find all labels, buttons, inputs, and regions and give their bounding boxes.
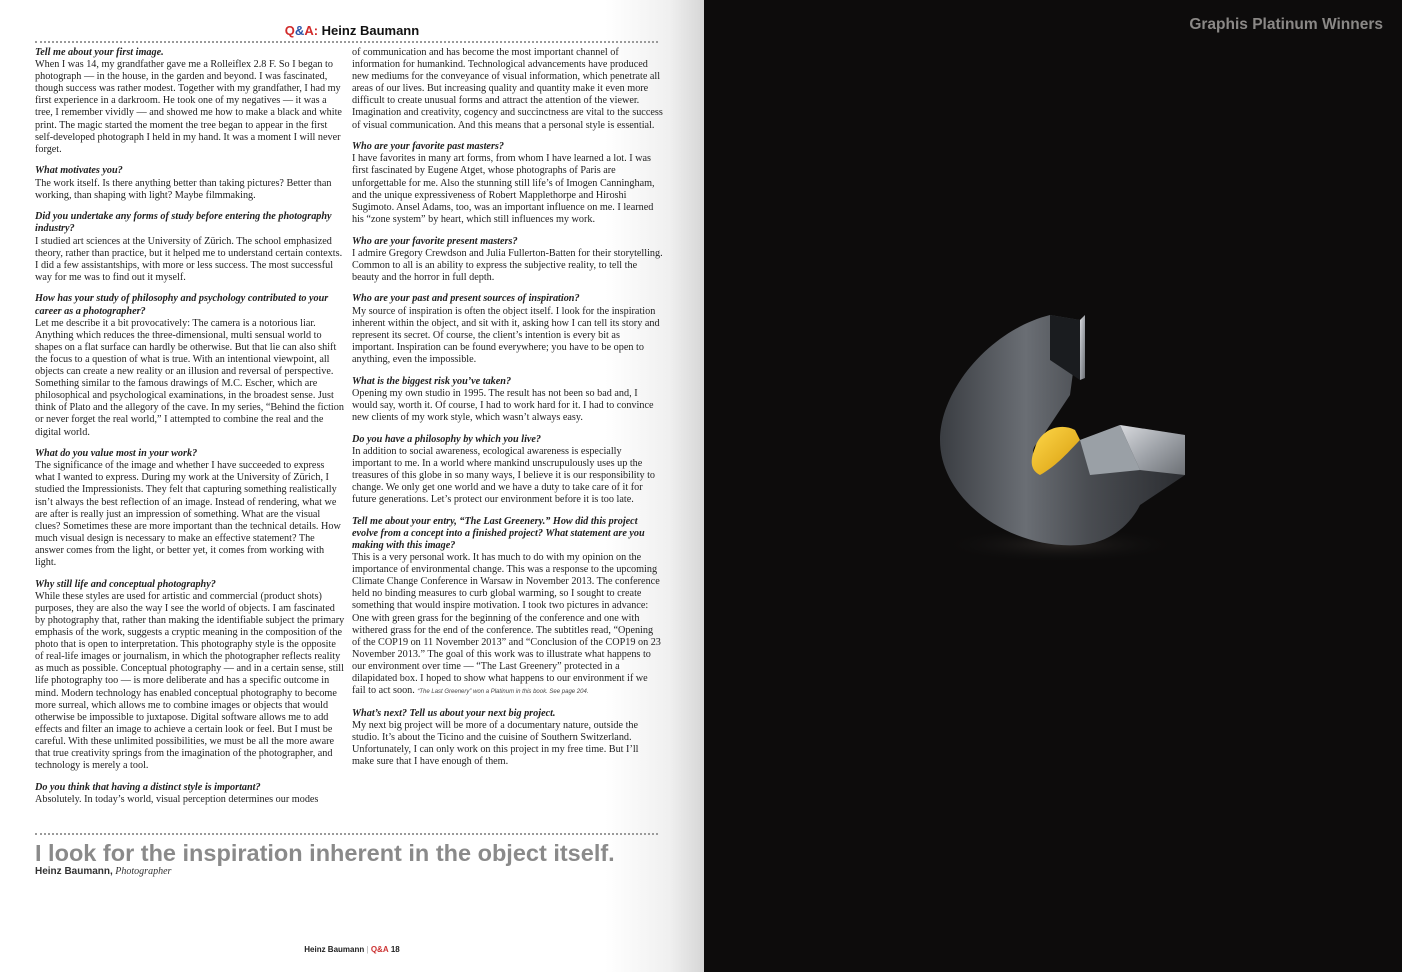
question: Tell me about your first image. [35, 47, 164, 58]
sculpture-edge [1080, 315, 1085, 380]
qa-block [352, 434, 663, 507]
header-amp: & [294, 23, 305, 38]
qa-block [35, 448, 346, 569]
platinum-winners-title: Graphis Platinum Winners [1189, 16, 1383, 33]
header-name: Heinz Baumann [321, 23, 420, 38]
question: What’s next? Tell us about your next big project. [352, 707, 556, 719]
question: What motivates you? [35, 165, 123, 177]
question: Did you undertake any forms of study before entering the photography industry? [35, 211, 332, 235]
qa-block [35, 47, 346, 156]
answer: The work itself. Is there anything better than taking pictures? Better than working, than shaping with light? Maybe filmmaking. [35, 177, 332, 201]
answer: My next big project will be more of a documentary nature, outside the studio. It’s about the Ticino and the cuisine of Southern Switzerland. Unfortunately, I can only work on this project in my free time. But I’ll make sure that I have enough of them. [352, 719, 639, 768]
qa-block [352, 141, 663, 226]
answer: of communication and has become the most important channel of information for humankind. Technological advancements have produced new mediums for the conveyance of visual information, which penetrate all areas of our lives. But increasing quality and quantity make it even more difficult to create unusual forms and attract the attention of the viewer. Imagination and creativity, cogency and succinctness are vital to the success of visual communication. And this means that a personal style is essential. [352, 47, 663, 131]
question: How has your study of philosophy and psychology contributed to your career as a photographer? [35, 293, 329, 317]
question: Who are your favorite present masters? [352, 235, 518, 247]
qa-block [35, 579, 346, 773]
footer-name: Heinz Baumann [304, 945, 365, 954]
answer: The significance of the image and whether I have succeeded to express what I wanted to express. During my work at the University of Zürich, I studied the Impressionists. They felt that capturing something realistically isn’t always the best reflection of an image. Instead of rendering, what we are after is really just an impression of something. What are the visual clues? Sometimes these are more important than the technical details. How much visual design is necessary to make an effective statement? The answer comes from the light, or better yet, it comes from working with light. [35, 460, 341, 569]
page-footer [0, 945, 704, 954]
footer-page-number: 18 [390, 945, 400, 954]
footnote: “The Last Greenery” won a Platinum in this book. See page 204. [417, 689, 589, 696]
header-a: A [304, 23, 314, 38]
qa-block [35, 293, 346, 438]
answer: In addition to social awareness, ecological awareness is especially important to me. In a world where mankind unscrupulously uses up the treasures of this globe in so many ways, I believe it is our responsibility to change. We only get one world and we have a duty to take care of it for future generations. Let’s protect our environment before it is too late. [352, 445, 656, 506]
qa-block [352, 236, 663, 284]
question: What do you value most in your work? [35, 448, 198, 460]
question: Do you think that having a distinct style is important? [35, 781, 261, 793]
sculpture-image [930, 300, 1200, 570]
footer-section: Q&A [370, 945, 389, 954]
answer: I studied art sciences at the University of Zürich. The school emphasized theory, rather than practice, but it helped me to understand certain contexts. I did a few assistantships, with more or less success. The most successful way for me was to find out it myself. [35, 235, 343, 283]
answer: I admire Gregory Crewdson and Julia Fullerton-Batten for their storytelling. Common to all is an ability to express the subjective reality, to tell the beauty and the horror in full depth. [352, 247, 663, 283]
qa-block [352, 708, 663, 768]
answer: Opening my own studio in 1995. The result has not been so bad and, I would say, worth it. Of course, I had to work hard for it. I had to convince new clients of my work style, which wasn’t always easy. [352, 387, 654, 423]
footer-separator: | [366, 945, 369, 954]
left-text-column [35, 47, 346, 816]
question: Who are your past and present sources of inspiration? [352, 293, 580, 305]
right-text-column [352, 47, 663, 778]
top-dotted-rule [35, 41, 658, 43]
pull-quote-attribution [35, 866, 171, 877]
answer: My source of inspiration is often the object itself. I look for the inspiration inherent within the object, and sit with it, asking how I can tell its story and represent its secret. Of course, the client’s intention is every bit as important. Inspiration can be found everywhere; you have to be open to anything, even the impossible. [352, 305, 660, 365]
pull-quote: I look for the inspiration inherent in the object itself. [35, 840, 615, 866]
question: Who are your favorite past masters? [352, 141, 504, 153]
answer: I have favorites in many art forms, from whom I have learned a lot. I was first fascinated by Eugene Atget, whose photographs of Paris are unforgettable for me. Also the stunning still life’s of Imogen Canningham, and the unique expressiveness of Robert Mapplethorpe and Hiroshi Sugimoto. Ansel Adams, too, was an important influence on me. I learned his “zone system” by heart, which still influences my work. [352, 153, 655, 225]
qa-block [352, 376, 663, 424]
qa-block [352, 293, 663, 366]
question: Why still life and conceptual photography? [35, 578, 216, 590]
qa-block [35, 165, 346, 201]
attribution-name: Heinz Baumann, [35, 866, 113, 877]
answer: Absolutely. In today’s world, visual perception determines our modes [35, 793, 319, 805]
answer: This is a very personal work. It has much to do with my opinion on the importance of environmental change. This was a response to the upcoming Climate Change Conference in Warsaw in November 2013. The conference held no binding measures to curb global warming, so I sought to create something that would inspire motivation. I took two pictures in advance: One with green grass for the beginning of the conference and one with withered grass for the end of the conference. The subtitles read, “Opening of the COP19 on 11 November 2013” and “Conclusion of the COP19 on 23 November 2013.” The goal of this work was to illustrate what happens to our environment over time — “The Last Greenery” protected in a dilapidated box. I hoped to show what happens to our environment if we fail to act soon. [352, 552, 661, 697]
qa-block [35, 211, 346, 284]
answer: When I was 14, my grandfather gave me a Rolleiflex 2.8 F. So I began to photograph — in the house, in the garden and beyond. I was fascinated, though success was rather modest. Together with my grandfather, I had my first experience in a darkroom. He took one of my negatives — it was a tree, I remember vividly — and showed me how to make a black and white print. The magic started the moment the tree began to appear in the first self-developed photograph I held in my hand. It was a moment I will never forget. [35, 59, 342, 155]
bottom-dotted-rule [35, 833, 658, 835]
qa-block [352, 47, 663, 132]
question: Tell me about your entry, “The Last Greenery.” How did this project evolve from a concept into a finished project? What statement are you making with this image? [352, 515, 645, 551]
header-q: Q [284, 23, 295, 38]
answer: Let me describe it a bit provocatively: The camera is a notorious liar. Anything which reduces the three-dimensional, multi sensual world to shapes on a flat surface can hardly be otherwise. But that lie can also shift the focus to a question of what is true. With an intentional viewpoint, all objects can create a new reality or an illusion and reversal of perspective. Something similar to the famous drawings of M.C. Escher, which are philosophical and psychological examinations, in the broadest sense. Just think of Plato and the allegory of the cave. In my series, “Behind the fiction or never forget the real world,” I attempted to combine the real and the digital world. [35, 317, 344, 438]
qa-block [35, 782, 346, 806]
attribution-role: Photographer [115, 866, 172, 877]
qa-block [352, 516, 663, 698]
answer: While these styles are used for artistic and commercial (product shots) purposes, they are also the way I see the world of objects. I am fascinated by photography that, rather than making the identifiable subject the primary emphasis of the work, suggests a cryptic meaning in the composition of the photo that is open to interpretation. This photography style is the opposite of real-life images or journalism, in which the photographer reflects reality as much as possible. Conceptual photography — and in a certain sense, still life photography too — is more deliberate and has a specific outcome in mind. Modern technology has enabled conceptual photography to become more surreal, which allows me to combine images or objects that would otherwise be impossible to juxtapose. Digital software allows me to add effects and filter an image to achieve a certain look or feel. But I must be careful. With these unlimited possibilities, we must be all the more aware that true creativity springs from the imagination of the photographer, and technology is merely a tool. [35, 590, 345, 772]
header-colon: : [313, 23, 319, 38]
question: What is the biggest risk you’ve taken? [352, 375, 512, 387]
question: Do you have a philosophy by which you live? [352, 433, 542, 445]
page-header [0, 23, 704, 38]
